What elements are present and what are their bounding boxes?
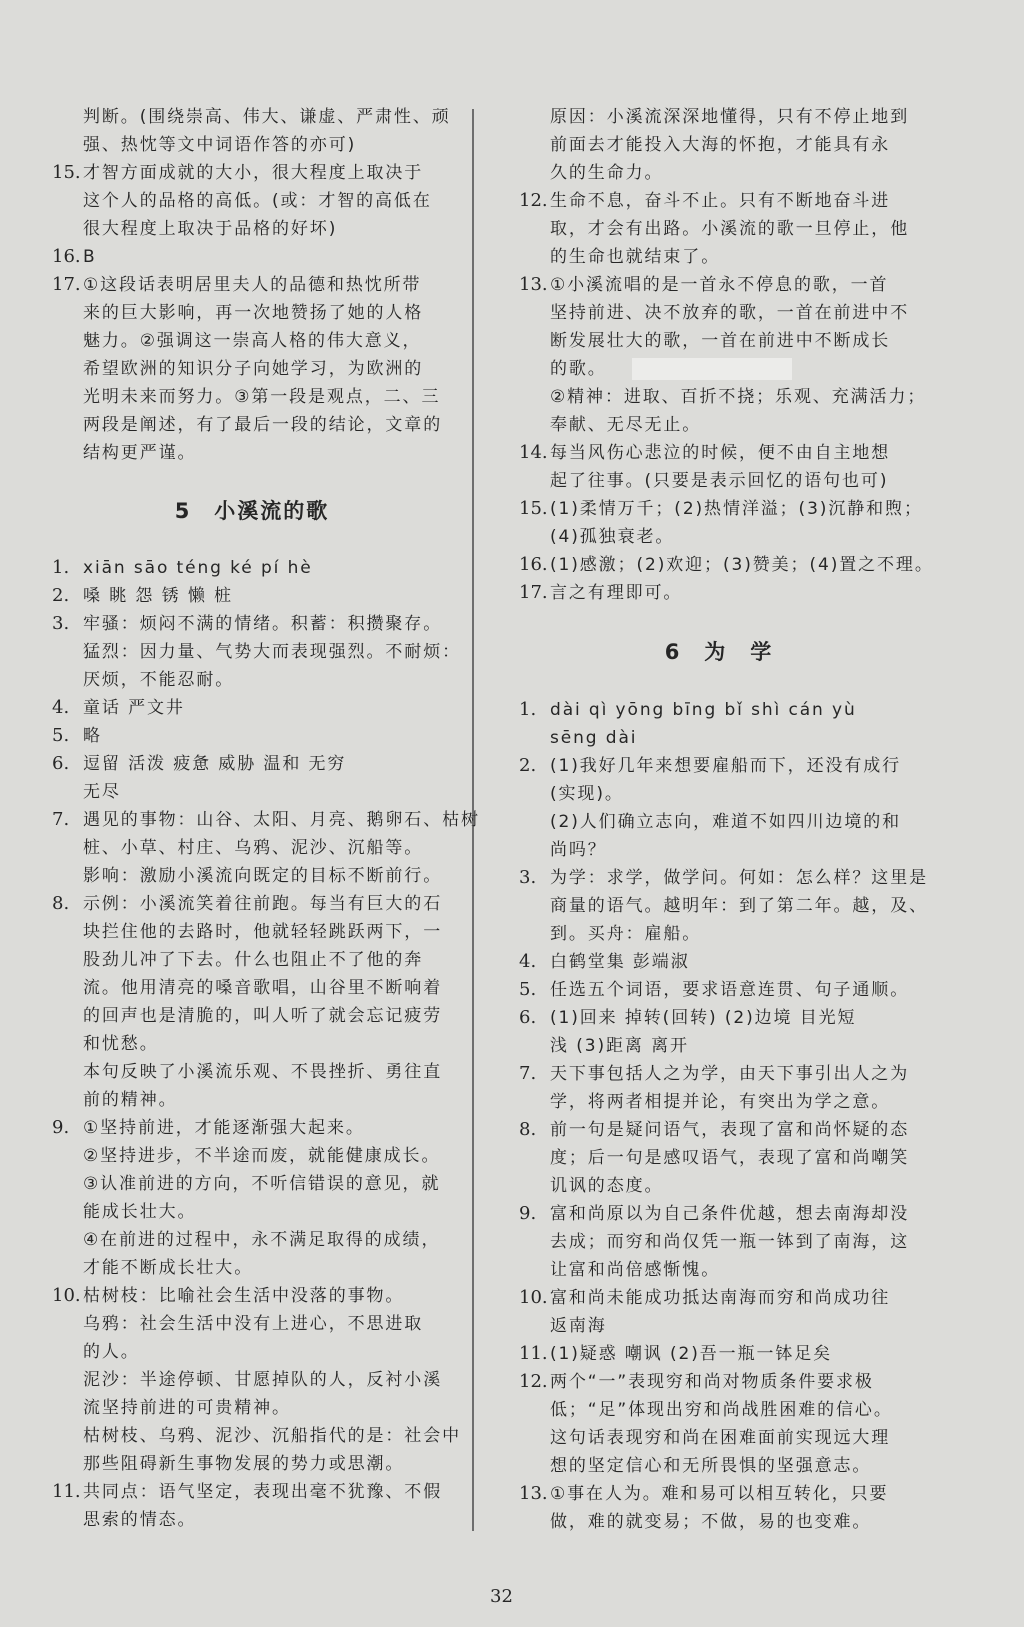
answer-line: 思索的情态。 bbox=[83, 1510, 197, 1530]
answer-line: 的人。 bbox=[83, 1342, 140, 1362]
answer-line: 讥讽的态度。 bbox=[550, 1176, 664, 1196]
answer-item bbox=[519, 495, 923, 551]
answer-line: 股劲儿冲了下去。什么也阻止不了他的奔 bbox=[83, 950, 424, 970]
answer-line: B bbox=[83, 247, 97, 267]
answer-line: 任选五个词语，要求语意连贯、句子通顺。 bbox=[550, 980, 910, 1000]
answer-item bbox=[52, 694, 452, 722]
answer-item bbox=[52, 243, 452, 271]
answer-item bbox=[52, 806, 480, 890]
answer-item bbox=[52, 750, 452, 806]
answer-line: 强、热忱等文中词语作答的亦可) bbox=[83, 135, 357, 155]
answer-line: 富和尚未能成功抵达南海而穷和尚成功往 bbox=[550, 1288, 891, 1308]
answer-item bbox=[519, 1340, 919, 1368]
answer-line: 每当风伤心悲泣的时候，便不由自主地想 bbox=[550, 443, 891, 463]
answer-item bbox=[519, 1116, 919, 1200]
answer-item bbox=[519, 948, 919, 976]
answer-line: 让富和尚倍感惭愧。 bbox=[550, 1260, 721, 1280]
answer-item bbox=[52, 271, 452, 467]
answer-number: 16. bbox=[519, 554, 548, 575]
right-column-bottom bbox=[519, 696, 928, 1536]
answer-line: 低；“足”体现出穷和尚战胜困难的信心。 bbox=[550, 1400, 893, 1420]
answer-line: 浅 (3)距离 离开 bbox=[550, 1036, 689, 1056]
answer-line: 取，才会有出路。小溪流的歌一旦停止，他 bbox=[550, 219, 910, 239]
answer-item bbox=[519, 976, 919, 1004]
answer-number: 11. bbox=[52, 1481, 81, 1502]
section-heading-5: 5 小溪流的歌 bbox=[174, 499, 330, 523]
answer-item bbox=[519, 187, 919, 271]
answer-line: 为学：求学，做学问。何如：怎么样？这里是 bbox=[550, 868, 928, 888]
answer-number: 7. bbox=[519, 1063, 537, 1084]
answer-item bbox=[519, 752, 919, 864]
answer-number: 7. bbox=[52, 809, 70, 830]
answer-line: 厌烦，不能忍耐。 bbox=[83, 670, 235, 690]
answer-item bbox=[519, 1480, 919, 1536]
answer-number: 16. bbox=[52, 246, 81, 267]
answer-line: 块拦住他的去路时，他就轻轻跳跃两下，一 bbox=[83, 922, 443, 942]
answer-line: sēng dài bbox=[550, 728, 638, 748]
answer-item bbox=[52, 554, 452, 582]
answer-line: 猛烈：因力量、气势大而表现强烈。不耐烦： bbox=[83, 642, 461, 662]
answer-line: 才能不断成长壮大。 bbox=[83, 1258, 254, 1278]
answer-line: (2)人们确立志向，难道不如四川边境的和 bbox=[550, 812, 902, 832]
answer-line: 逗留 活泼 疲惫 威胁 温和 无穷 bbox=[83, 754, 347, 774]
answer-number: 13. bbox=[519, 274, 548, 295]
answer-line: 童话 严文井 bbox=[83, 698, 185, 718]
answer-number: 9. bbox=[52, 1117, 70, 1138]
answer-number: 12. bbox=[519, 190, 548, 211]
answer-line: 那些阻碍新生事物发展的势力或思潮。 bbox=[83, 1454, 405, 1474]
answer-item bbox=[52, 1478, 452, 1534]
answer-line: 嗓 眺 怨 锈 懒 桩 bbox=[83, 586, 233, 606]
answer-line: (1)我好几年来想要雇船而下，还没有成行 bbox=[550, 756, 902, 776]
answer-item bbox=[52, 1282, 461, 1478]
answer-line: 枯树枝：比喻社会生活中没落的事物。 bbox=[83, 1286, 405, 1306]
answer-number: 3. bbox=[519, 867, 537, 888]
answer-line: (1)感激；(2)欢迎；(3)赞美；(4)置之不理。 bbox=[550, 555, 934, 575]
page-number: 32 bbox=[490, 1586, 513, 1607]
answer-number: 15. bbox=[52, 162, 81, 183]
answer-line: 的回声也是清脆的，叫人听了就会忘记疲劳 bbox=[83, 1006, 443, 1026]
left-column-top bbox=[52, 103, 452, 467]
answer-item bbox=[519, 1200, 919, 1284]
answer-line: 光明未来而努力。③第一段是观点，二、三 bbox=[83, 387, 441, 407]
answer-line: 原因：小溪流深深地懂得，只有不停止地到 bbox=[550, 107, 910, 127]
answer-line: 流坚持前进的可贵精神。 bbox=[83, 1398, 291, 1418]
answer-item bbox=[519, 1004, 919, 1060]
answer-number: 17. bbox=[519, 582, 548, 603]
answer-line: 言之有理即可。 bbox=[550, 583, 683, 603]
answer-line: 判断。(围绕崇高、伟大、谦虚、严肃性、顽 bbox=[83, 107, 451, 127]
answer-line: 略 bbox=[83, 726, 102, 746]
answer-number: 6. bbox=[519, 1007, 537, 1028]
answer-line: 流。他用清亮的嗓音歌唱，山谷里不断响着 bbox=[83, 978, 443, 998]
answer-item bbox=[519, 1060, 919, 1116]
answer-line: 这句话表现穷和尚在困难面前实现远大理 bbox=[550, 1428, 891, 1448]
answer-number: 10. bbox=[52, 1285, 81, 1306]
answer-line: 坚持前进、决不放弃的歌，一首在前进中不 bbox=[550, 303, 910, 323]
answer-line: 才智方面成就的大小，很大程度上取决于 bbox=[83, 163, 424, 183]
answer-line: 遇见的事物：山谷、太阳、月亮、鹅卵石、枯树 bbox=[83, 810, 480, 830]
answer-line: 桩、小草、村庄、乌鸦、泥沙、沉船等。 bbox=[83, 838, 424, 858]
answer-item bbox=[519, 696, 919, 752]
answer-line: ①坚持前进，才能逐渐强大起来。 bbox=[83, 1118, 365, 1138]
answer-number: 12. bbox=[519, 1371, 548, 1392]
answer-line: 白鹤堂集 彭端淑 bbox=[550, 952, 690, 972]
answer-line: ①小溪流唱的是一首永不停息的歌，一首 bbox=[550, 275, 889, 295]
answer-line: 枯树枝、乌鸦、泥沙、沉船指代的是：社会中 bbox=[83, 1426, 461, 1446]
answer-line: 商量的语气。越明年：到了第二年。越，及、 bbox=[550, 896, 928, 916]
answer-item bbox=[52, 610, 461, 694]
left-column-bottom bbox=[52, 554, 480, 1534]
answer-item bbox=[519, 103, 919, 187]
answer-line: 影响：激励小溪流向既定的目标不断前行。 bbox=[83, 866, 443, 886]
answer-number: 14. bbox=[519, 442, 548, 463]
answer-number: 8. bbox=[519, 1119, 537, 1140]
answer-line: 结构更严谨。 bbox=[83, 443, 197, 463]
section-heading-6: 6 为 学 bbox=[664, 640, 774, 664]
answer-item bbox=[519, 1368, 919, 1480]
answer-line: 度；后一句是感叹语气，表现了富和尚嘲笑 bbox=[550, 1148, 910, 1168]
answer-number: 2. bbox=[519, 755, 537, 776]
answer-line: 和忧愁。 bbox=[83, 1034, 159, 1054]
answer-line: 共同点：语气坚定，表现出毫不犹豫、不假 bbox=[83, 1482, 443, 1502]
answer-line: 到。买舟：雇船。 bbox=[550, 924, 702, 944]
answer-number: 11. bbox=[519, 1343, 548, 1364]
answer-number: 10. bbox=[519, 1287, 548, 1308]
answer-line: 尚吗？ bbox=[550, 840, 607, 860]
right-column-top bbox=[519, 103, 934, 607]
answer-number: 9. bbox=[519, 1203, 537, 1224]
answer-line: 魅力。②强调这一崇高人格的伟大意义， bbox=[83, 331, 422, 351]
answer-number: 2. bbox=[52, 585, 70, 606]
answer-number: 4. bbox=[519, 951, 537, 972]
answer-line: 前一句是疑问语气，表现了富和尚怀疑的态 bbox=[550, 1120, 910, 1140]
answer-number: 5. bbox=[519, 979, 537, 1000]
answer-line: 能成长壮大。 bbox=[83, 1202, 197, 1222]
answer-item bbox=[52, 159, 452, 243]
answer-line: 起了往事。(只要是表示回忆的语句也可) bbox=[550, 471, 889, 491]
answer-item bbox=[519, 439, 919, 495]
answer-line: ②坚持进步，不半途而废，就能健康成长。 bbox=[83, 1146, 441, 1166]
answer-line: ③认准前进的方向，不听信错误的意见，就 bbox=[83, 1174, 441, 1194]
answer-item bbox=[52, 103, 452, 159]
answer-number: 3. bbox=[52, 613, 70, 634]
answer-line: 返南海 bbox=[550, 1316, 607, 1336]
answer-number: 4. bbox=[52, 697, 70, 718]
answer-line: 做，难的就变易；不做，易的也变难。 bbox=[550, 1512, 872, 1532]
answer-line: 两段是阐述，有了最后一段的结论，文章的 bbox=[83, 415, 443, 435]
answer-line: 富和尚原以为自己条件优越，想去南海却没 bbox=[550, 1204, 910, 1224]
answer-line: ①事在人为。难和易可以相互转化，只要 bbox=[550, 1484, 889, 1504]
answer-line: 奉献、无尽无止。 bbox=[550, 415, 702, 435]
answer-item bbox=[519, 551, 934, 579]
answer-line: 前的精神。 bbox=[83, 1090, 178, 1110]
answer-line: 学，将两者相提并论，有突出为学之意。 bbox=[550, 1092, 891, 1112]
answer-number: 15. bbox=[519, 498, 548, 519]
answer-line: 两个“一”表现穷和尚对物质条件要求极 bbox=[550, 1372, 874, 1392]
answer-line: 示例：小溪流笑着往前跑。每当有巨大的石 bbox=[83, 894, 443, 914]
answer-line: xiān sāo téng ké pí hè bbox=[83, 558, 313, 578]
answer-line: 很大程度上取决于品格的好坏) bbox=[83, 219, 338, 239]
answer-item bbox=[519, 271, 927, 439]
answer-line: 想的坚定信心和无所畏惧的坚强意志。 bbox=[550, 1456, 872, 1476]
answer-line: 来的巨大影响，再一次地赞扬了她的人格 bbox=[83, 303, 424, 323]
answer-item bbox=[519, 864, 928, 948]
answer-line: 前面去才能投入大海的怀抱，才能具有永 bbox=[550, 135, 891, 155]
answer-line: (1)柔情万千；(2)热情洋溢；(3)沉静和煦； bbox=[550, 499, 923, 519]
answer-line: 天下事包括人之为学，由天下事引出人之为 bbox=[550, 1064, 910, 1084]
answer-number: 17. bbox=[52, 274, 81, 295]
answer-line: (1)回来 掉转(回转) (2)边境 目光短 bbox=[550, 1008, 857, 1028]
answer-number: 5. bbox=[52, 725, 70, 746]
answer-line: 这个人的品格的高低。(或：才智的高低在 bbox=[83, 191, 432, 211]
answer-line: 牢骚：烦闷不满的情绪。积蓄：积攒聚存。 bbox=[83, 614, 443, 634]
answer-number: 1. bbox=[519, 699, 537, 720]
answer-line: 本句反映了小溪流乐观、不畏挫折、勇往直 bbox=[83, 1062, 443, 1082]
answer-number: 6. bbox=[52, 753, 70, 774]
answer-item bbox=[519, 1284, 919, 1340]
answer-line: dài qì yōng bīng bǐ shì cán yù bbox=[550, 700, 857, 720]
answer-line: (实现)。 bbox=[550, 784, 624, 804]
answer-line: 的歌。 bbox=[550, 359, 607, 379]
answer-line: ②精神：进取、百折不挠；乐观、充满活力； bbox=[550, 387, 927, 407]
answer-line: 的生命也就结束了。 bbox=[550, 247, 721, 267]
answer-line: 久的生命力。 bbox=[550, 163, 664, 183]
answer-line: 希望欧洲的知识分子向她学习，为欧洲的 bbox=[83, 359, 424, 379]
answer-line: ①这段话表明居里夫人的品德和热忱所带 bbox=[83, 275, 422, 295]
answer-item bbox=[52, 722, 452, 750]
answer-number: 8. bbox=[52, 893, 70, 914]
answer-line: 泥沙：半途停顿、甘愿掉队的人，反衬小溪 bbox=[83, 1370, 443, 1390]
answer-line: 生命不息，奋斗不止。只有不断地奋斗进 bbox=[550, 191, 891, 211]
answer-item bbox=[52, 1114, 452, 1282]
answer-line: 去成；而穷和尚仅凭一瓶一钵到了南海，这 bbox=[550, 1232, 910, 1252]
answer-line: (4)孤独衰老。 bbox=[550, 527, 675, 547]
answer-line: 断发展壮大的歌，一首在前进中不断成长 bbox=[550, 331, 891, 351]
answer-line: 乌鸦：社会生活中没有上进心，不思进取 bbox=[83, 1314, 424, 1334]
answer-line: ④在前进的过程中，永不满足取得的成绩， bbox=[83, 1230, 441, 1250]
answer-line: 无尽 bbox=[83, 782, 121, 802]
answer-item bbox=[52, 582, 452, 610]
answer-item bbox=[519, 579, 919, 607]
answer-number: 1. bbox=[52, 557, 70, 578]
answer-line: (1)疑惑 嘲讽 (2)吾一瓶一钵足矣 bbox=[550, 1344, 833, 1364]
answer-item bbox=[52, 890, 452, 1114]
answer-number: 13. bbox=[519, 1483, 548, 1504]
